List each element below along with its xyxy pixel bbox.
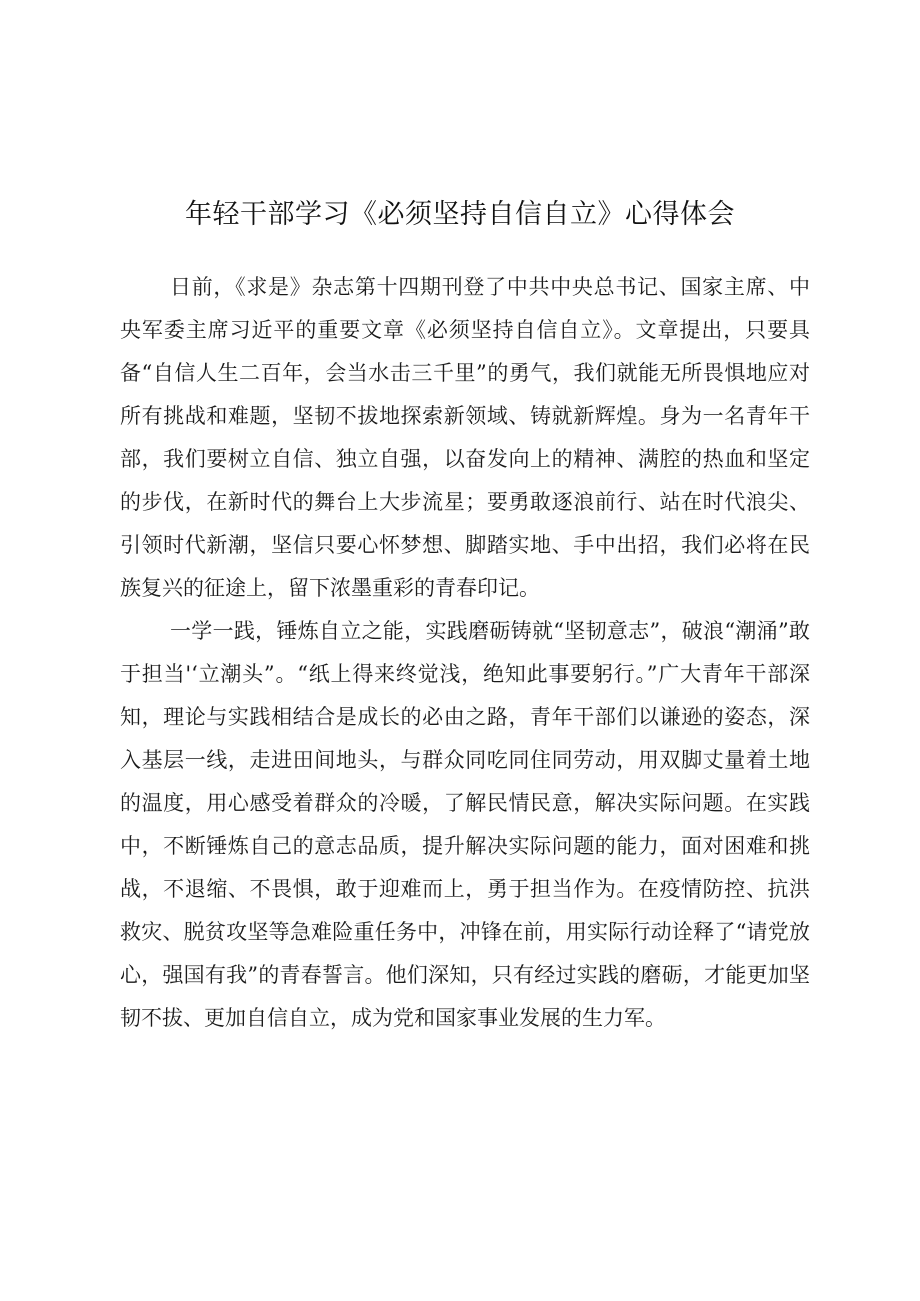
paragraph-2: 一学一践，锤炼自立之能，实践磨砺铸就“坚韧意志”，破浪“潮涌”敢于担当'‘立潮头”。“纸上得来终觉浅，绝知此事要躬行。”广大青年干部深知，理论与实践相结合是成长的必由之路，青年干部们以谦逊的姿态，深入基层一线，走进田间地头，与群众同吃同住同劳动，用双脚丈量着土地的温度，用心感受着群众的冷暖，了解民情民意，解决实际问题。在实践中，不断锤炼自己的意志品质，提升解决实际问题的能力，面对困难和挑战，不退缩、不畏惧，敢于迎难而上，勇于担当作为。在疫情防控、抗洪救灾、脱贫攻坚等急难险重任务中，冲锋在前，用实际行动诠释了“请党放心，强国有我”的青春誓言。他们深知，只有经过实践的磨砺，才能更加坚韧不拔、更加自信自立，成为党和国家事业发展的生力军。: [120, 619, 810, 1030]
paragraph-1: 日前，《求是》杂志第十四期刊登了中共中央总书记、国家主席、中央军委主席习近平的重要文章《必须坚持自信自立》。文章提出，只要具备“自信人生二百年，会当水击三千里”的勇气，我们就能无所畏惧地应对所有挑战和难题，坚韧不拔地探索新领域、铸就新辉煌。身为一名青年干部，我们要树立自信、独立自强，以奋发向上的精神、满腔的热血和坚定的步伐，在新时代的舞台上大步流星；要勇敢逐浪前行、站在时代浪尖、引领时代新潮，坚信只要心怀梦想、脚踏实地、手中出招，我们必将在民族复兴的征途上，留下浓墨重彩的青春印记。: [120, 275, 810, 600]
document-title: 年轻干部学习《必须坚持自信自立》心得体会: [185, 199, 735, 230]
document-body: [120, 266, 810, 1040]
